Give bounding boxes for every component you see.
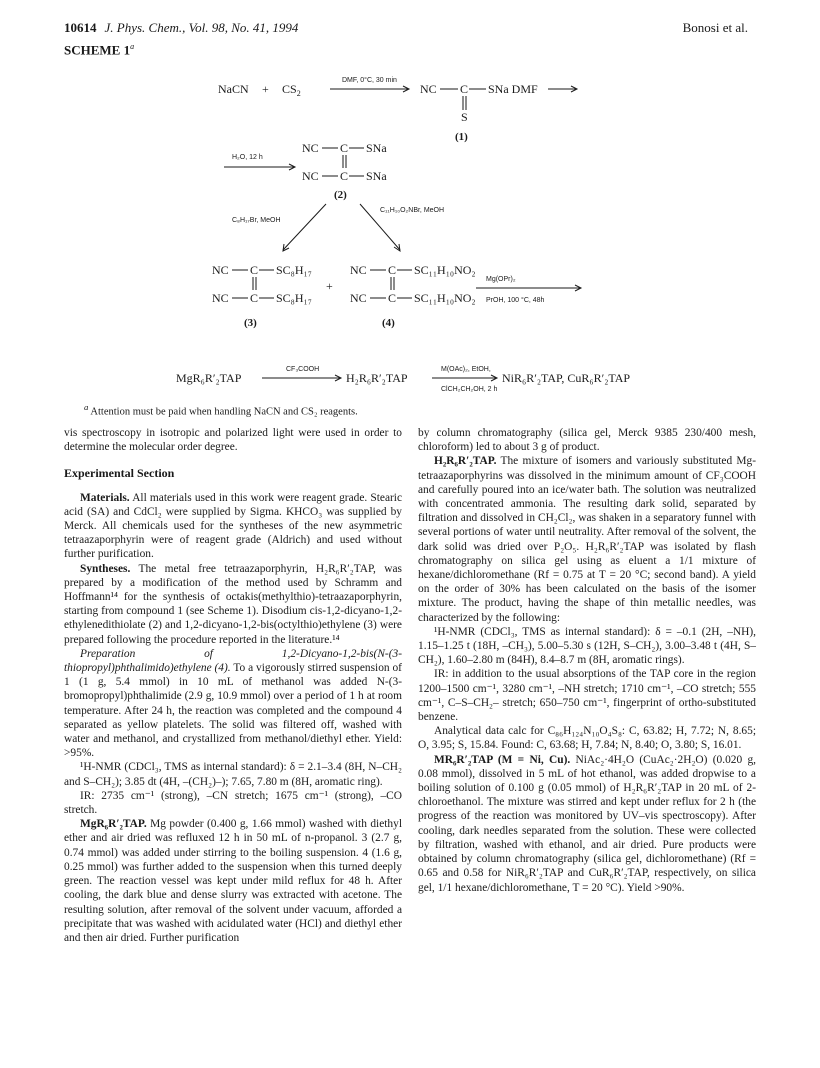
p2-c-bot: C bbox=[340, 169, 349, 183]
syntheses-paragraph: Syntheses. The metal free tetraazaporphyrin, H₂R₆R′₂TAP, was prepared by a modification of the method used by Schramm and Hoffmann¹⁴ for the synthesis of octakis(methylthio)-tetraazaporphyrin, starting from compound 1 (see Scheme 1). Disodium cis-1,2-dicyano-1,2-ethylenedithiolate (2) and 1,2-dicyano-1,2-bis(octylthio)ethylene (3) were prepared following the procedure reported in the literature.¹⁴ bbox=[64, 562, 402, 646]
p1-nc: NC bbox=[420, 82, 437, 96]
p3-c-top: C bbox=[250, 263, 259, 277]
branch-left-conditions: C₈H₁₇Br, MeOH bbox=[232, 217, 281, 224]
final-cond-top: M(OAc)₂, EtOH, bbox=[441, 366, 491, 373]
journal-citation: J. Phys. Chem., Vol. 98, No. 41, 1994 bbox=[104, 20, 299, 35]
nmr-paragraph: ¹H-NMR (CDCl₃, TMS as internal standard): δ = 2.1–3.4 (8H, N–CH₂ and S–CH₂); 3.85 dt (4H, –(CH₂)–); 7.65, 7.80 m (8H, aromatic ring). bbox=[64, 761, 402, 788]
p4-c-top: C bbox=[388, 263, 397, 277]
p4-c-bot: C bbox=[388, 291, 397, 305]
continuation-paragraph: by column chromatography (silica gel, Merck 9385 230/400 mesh, chloroform) led to about 3 g of product. bbox=[418, 427, 756, 454]
p3-nc-bot: NC bbox=[212, 291, 229, 305]
label-4: (4) bbox=[382, 317, 395, 329]
step4-conditions-bot: PrOH, 100 °C, 48h bbox=[486, 297, 545, 304]
mg-paragraph: MgR₆R′₂TAP. Mg powder (0.400 g, 1.66 mmol) washed with diethyl ether and air dried was refluxed 12 h in 50 mL of n-propanol. 3 (2.7 g, 0.74 mmol) was added under stirring to the boiling suspension. 4 (1.6 g, 0.25 mmol) was further added to the suspension when this turned deeply green. The reaction vessel was kept under mild reflux for 48 h. After cooling, the dark blue and dense slurry was extracted with acetone. The resulting solution, after removal of the solvent under vacuum, afforded a precipitate that was washed with acidulated water (HCl) and diethyl ether and then air dried. Further purification bbox=[64, 818, 402, 944]
p1-sna-dmf: SNa DMF bbox=[488, 82, 538, 96]
reagent-nacn: NaCN bbox=[218, 82, 249, 96]
running-header-authors: Bonosi et al. bbox=[682, 20, 748, 35]
step4-conditions-top: Mg(OPr)₂ bbox=[486, 276, 516, 283]
nmr2-paragraph: ¹H-NMR (CDCl₃, TMS as internal standard): δ = –0.1 (2H, –NH), 1.15–1.25 t (18H, –CH₃), 5.00–5.30 s (12H, S–CH₂), 3.00–3.48 t (4H, S–CH₂), 1.60–2.80 m (84H), 8.4–8.7 m (8H, aromatic rings). bbox=[418, 625, 756, 667]
p4-nc-bot: NC bbox=[350, 291, 367, 305]
final-acid: CF₃COOH bbox=[286, 366, 320, 373]
scheme-title: SCHEME 1$^a$ bbox=[64, 42, 135, 58]
ir2-paragraph: IR: in addition to the usual absorptions of the TAP core in the region 1200–1500 cm⁻¹, 3280 cm⁻¹, –NH stretch; 1710 cm⁻¹, –CO stretch; 555 cm⁻¹, C–S–CH₂– stretch; 650–750 cm⁻¹, fingerprint of ortho-substituted benzene. bbox=[418, 668, 756, 724]
scheme-title-mark: a bbox=[130, 42, 135, 51]
intro-paragraph: vis spectroscopy in isotropic and polarized light were used in order to determine the molecular order degree. bbox=[64, 427, 402, 454]
mr-paragraph: MR₆R′₂TAP (M = Ni, Cu). NiAc₂·4H₂O (CuAc₂·2H₂O) (0.020 g, 0.08 mmol), dissolved in 5 mL of hot ethanol, was added dropwise to a boiling solution of 0.100 g (0.05 mmol) of H₂R₆R′₂TAP in 20 mL of 2-chloroethanol. The mixture was stirred and kept under reflux for 2 h (the progress of the reaction was monitored by UV–vis spectroscopy). After cooling, dark needles separated from the solution. These were collected by filtration, washed with ethanol, and air dried. Pure products were obtained by column chromatography (silica gel, dichloromethane) (Rf = 0.65 and 0.58 for NiR₆R′₂TAP and CuR₆R′₂TAP, respectively, on silica gel, 1/1 hexane/dichloromethane, T = 20 °C). Yield >90%. bbox=[418, 753, 756, 894]
p3-r-top: SC₈H₁₇ bbox=[276, 263, 312, 277]
left-column bbox=[64, 426, 402, 945]
p4-r-top: SC₁₁H₁₀NO₂ bbox=[414, 263, 476, 277]
reagent-cs2: $CS_2$ bbox=[282, 82, 301, 98]
final-cond-bot: ClCH₂CH₂OH, 2 h bbox=[441, 386, 498, 393]
p3-r-bot: SC₈H₁₇ bbox=[276, 291, 312, 305]
branch-right-conditions: C₁₁H₁₀O₂NBr, MeOH bbox=[380, 207, 445, 214]
p2-nc-bot: NC bbox=[302, 169, 319, 183]
section-heading-experimental: Experimental Section bbox=[64, 466, 175, 481]
p1-c: C bbox=[460, 82, 469, 96]
final-h2: H₂R₆R′₂TAP bbox=[346, 371, 408, 385]
p2-sna-bot: SNa bbox=[366, 169, 387, 183]
label-2: (2) bbox=[334, 189, 347, 201]
scheme-footnote: $^a$ Attention must be paid when handling NaCN and CS₂ reagents. bbox=[84, 402, 358, 418]
plus-sign-2: + bbox=[326, 279, 333, 293]
plus-sign: + bbox=[262, 82, 269, 96]
p2-c-top: C bbox=[340, 141, 349, 155]
analytical-paragraph: Analytical data calc for C₈₆H₁₂₄N₁₀O₄S₈: C, 63.82; H, 7.72; N, 8.65; O, 3.95; S, 15.84. Found: C, 63.68; H, 7.84; N, 8.40; O, 3.80; S, 16.01. bbox=[418, 725, 756, 752]
p3-c-bot: C bbox=[250, 291, 259, 305]
step1-conditions: DMF, 0°C, 30 min bbox=[342, 77, 397, 84]
p1-s: S bbox=[461, 110, 468, 124]
p4-nc-top: NC bbox=[350, 263, 367, 277]
final-mg: MgR₆R′₂TAP bbox=[176, 371, 242, 385]
page-number: 10614 bbox=[64, 20, 97, 35]
branch-left-arrow bbox=[283, 204, 326, 250]
preparation-paragraph: Preparation of 1,2-Dicyano-1,2-bis(N-(3-thiopropyl)phthalimido)ethylene (4). To a vigorously stirred suspension of 1 (1 g, 5.4 mmol) in 10 mL of methanol was added N-(3-bromopropyl)phthalimide (2.9 g, 10.9 mmol) over a period of 1 h at room temperature. After 24 h, the reaction was completed and the compound 4 separated as yellow platelets. The solid was filtered off, washed with water and methanol, and crystallized from methanol/diethyl ether. Yield: >95%. bbox=[64, 647, 402, 760]
final-products: NiR₆R′₂TAP, CuR₆R′₂TAP bbox=[502, 371, 631, 385]
ir-paragraph: IR: 2735 cm⁻¹ (strong), –CN stretch; 1675 cm⁻¹ (strong), –CO stretch. bbox=[64, 789, 402, 817]
right-column bbox=[418, 426, 756, 895]
materials-paragraph: Materials. All materials used in this work were reagent grade. Stearic acid (SA) and CdCl₂ were supplied by Sigma. KHCO₃ was supplied by Merck. All chemicals used for the syntheses of the new asymmetric tetraazaporphyrin were of reagent grade (Aldrich) and used without further purification. bbox=[64, 491, 403, 561]
p3-nc-top: NC bbox=[212, 263, 229, 277]
p2-nc-top: NC bbox=[302, 141, 319, 155]
reaction-scheme bbox=[0, 0, 820, 420]
h2-paragraph: H₂R₆R′₂TAP. The mixture of isomers and variously substituted Mg-tetraazaporphyrins was dissolved in the minimum amount of CF₃COOH and carefully poured into an ice/water bath. The solution was neutralized with concentrated ammonia. The resulting dark solid, separated by filtration and dissolved in CH₂Cl₂, was shaken in a separatory funnel with several portions of water until neutrality. After removal of the solvent, the dark solid was dried over P₂O₅. H₂R₆R′₂TAP was isolated by flash chromatography on silica gel using as eluent a 1/1 mixture of hexane/dichloromethane (Rf = 0.75 at T = 20 °C; second band). A yield on the order of 30% has been calculated on the basis of the isomer mixture. The product, having the shape of thin metallic needles, was characterized by the following: bbox=[418, 455, 756, 624]
step2-conditions: H₂O, 12 h bbox=[232, 154, 263, 161]
p4-r-bot: SC₁₁H₁₀NO₂ bbox=[414, 291, 476, 305]
label-1: (1) bbox=[455, 131, 468, 143]
label-3: (3) bbox=[244, 317, 257, 329]
p2-sna-top: SNa bbox=[366, 141, 387, 155]
